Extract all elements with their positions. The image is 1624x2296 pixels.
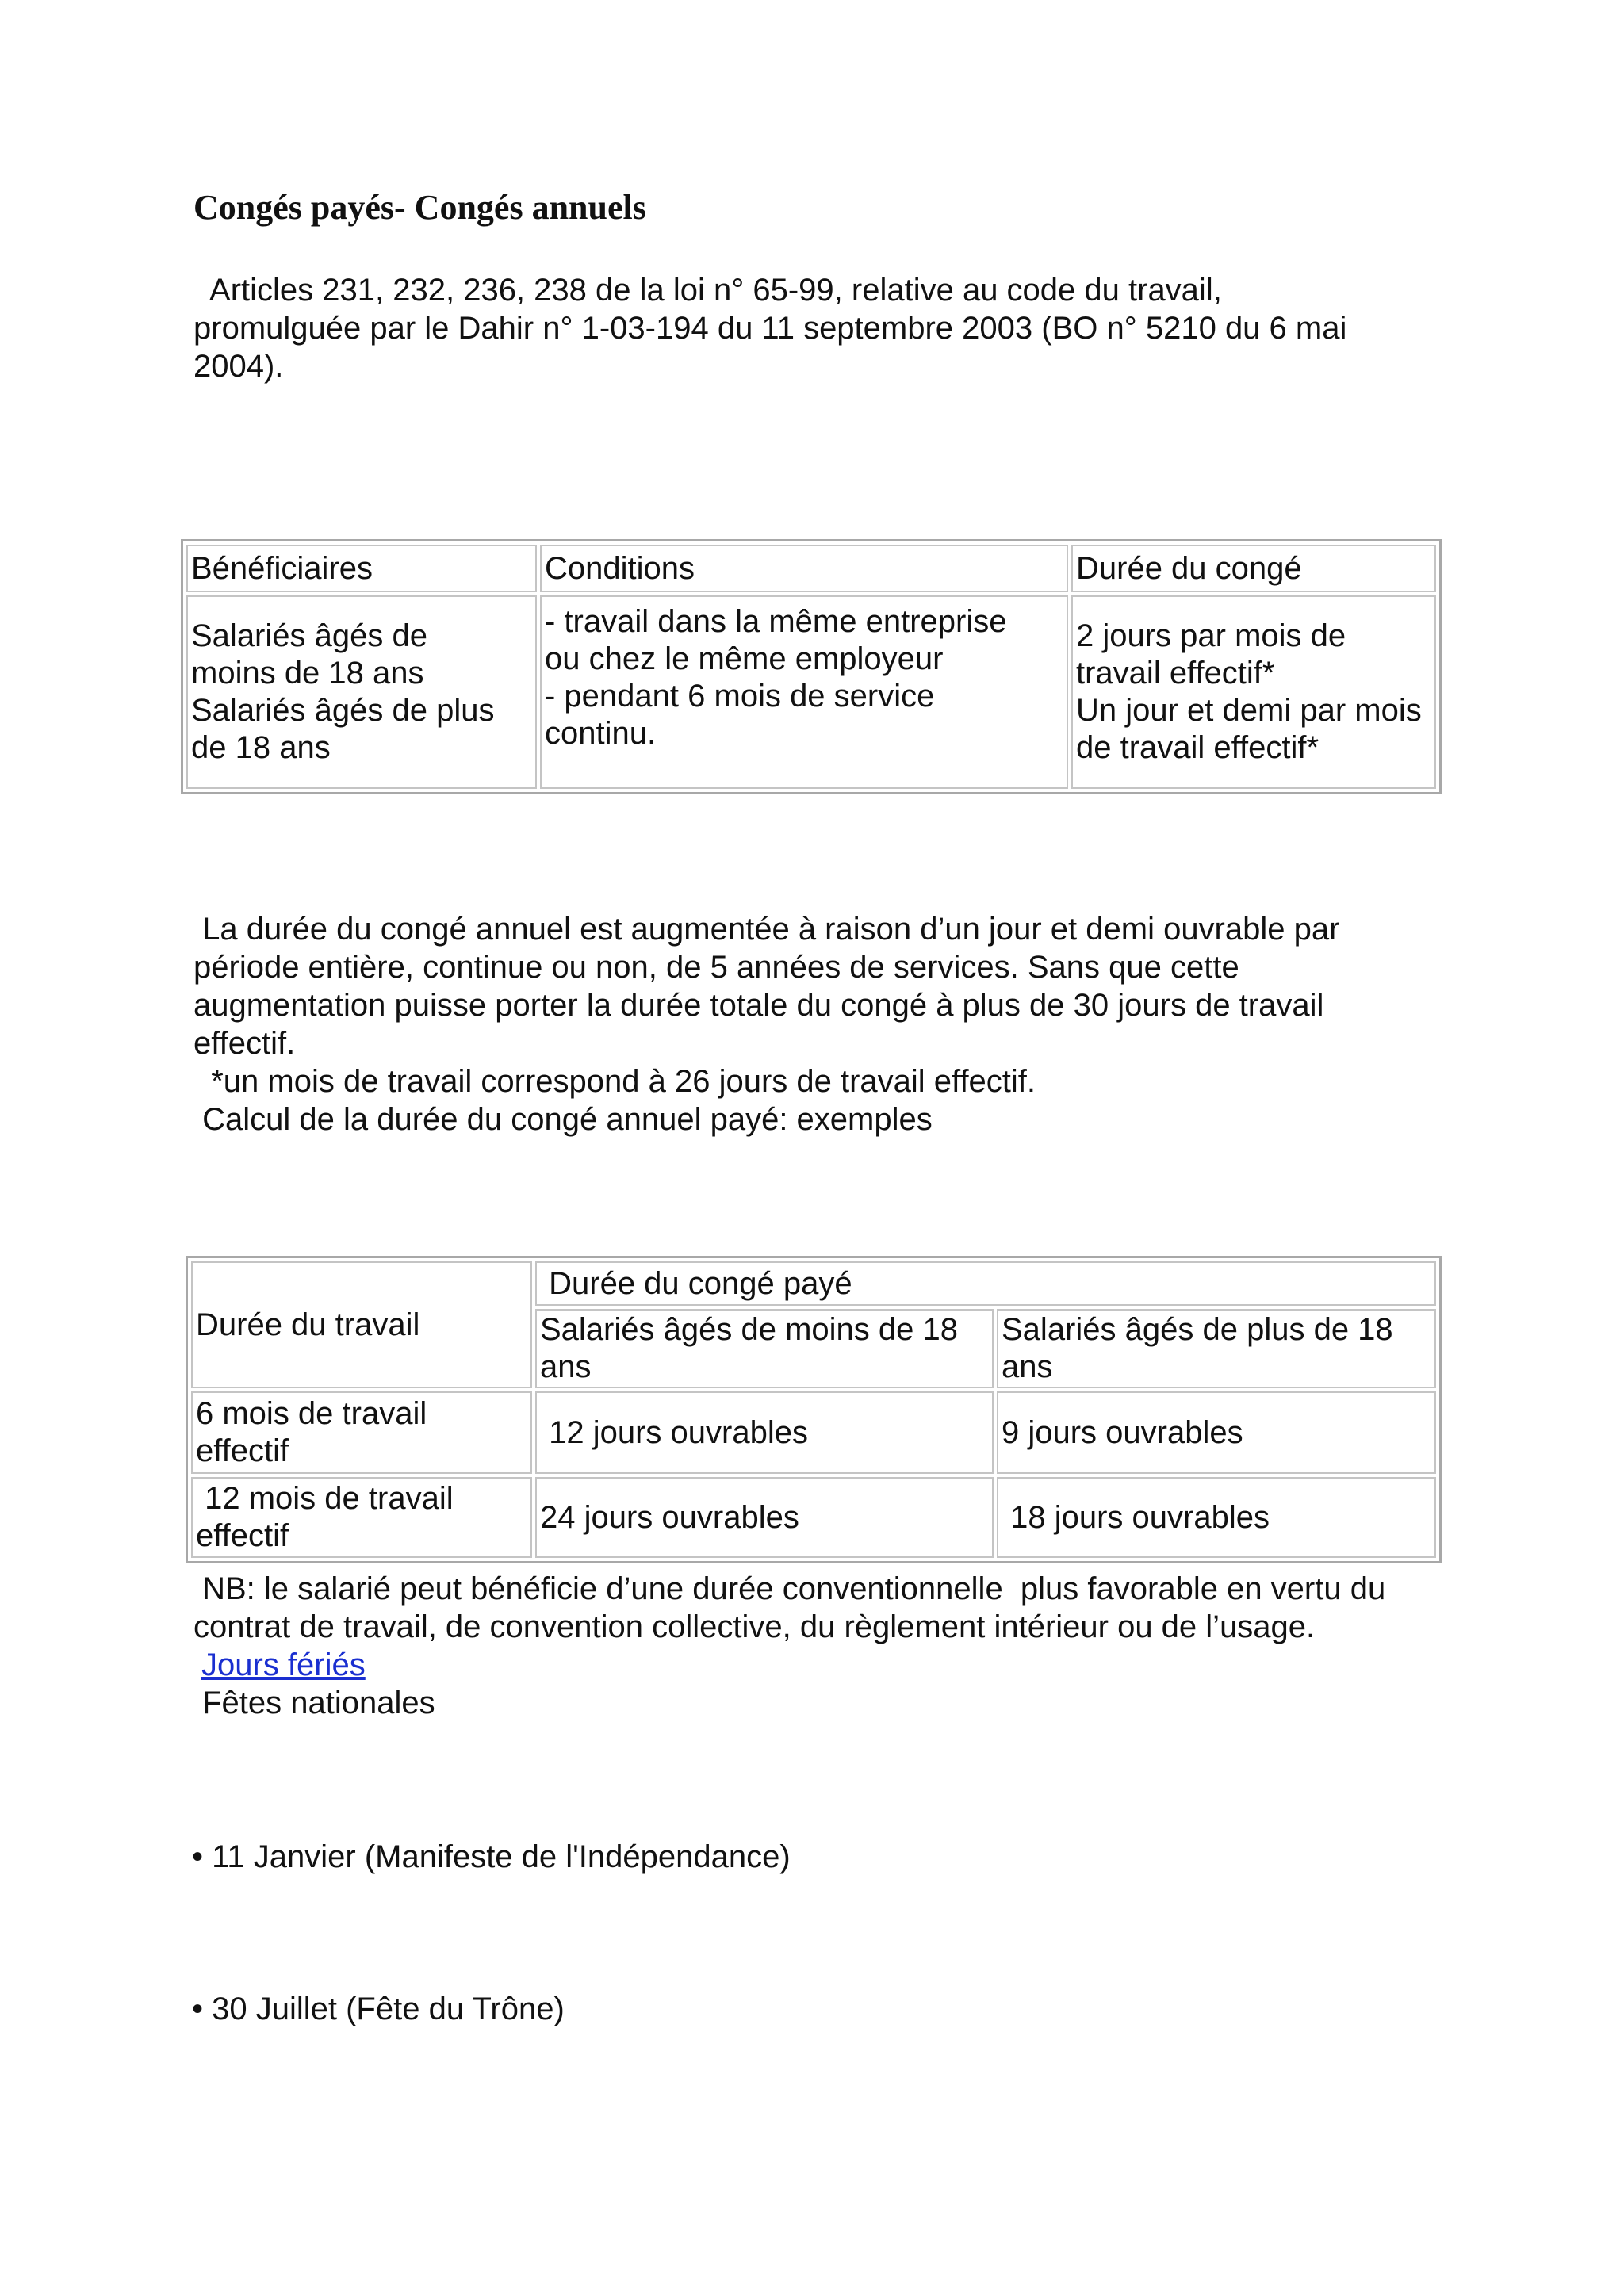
cell-duree: [1071, 595, 1436, 789]
nb-line: contrat de travail, de convention collective, du règlement intérieur ou de l’usage.: [193, 1609, 1316, 1644]
cell-line: de travail effectif*: [1076, 730, 1320, 765]
subheader-under-18: Salariés âgés de moins de 18 ans: [535, 1309, 994, 1388]
paragraph-line: augmentation puisse porter la durée totale du congé à plus de 30 jours de travail: [193, 988, 1324, 1023]
link-line: [193, 1646, 1446, 1684]
cell-line: ou chez le même employeur: [545, 641, 944, 676]
jours-feries-link[interactable]: Jours fériés: [201, 1647, 366, 1682]
table-header-row: [191, 1261, 1436, 1306]
nb-line: NB: le salarié peut bénéficie d’une durée conventionnelle plus favorable en vertu du: [193, 1571, 1386, 1606]
table-header-row: [186, 545, 1436, 592]
cell-over-18: 18 jours ouvrables: [997, 1477, 1436, 1558]
table-row: [191, 1391, 1436, 1474]
cell-line: - pendant 6 mois de service: [545, 679, 935, 714]
paragraph-line: La durée du congé annuel est augmentée à raison d’un jour et demi ouvrable par: [193, 912, 1340, 947]
nb-paragraph: [193, 1570, 1446, 1722]
header-conditions: Conditions: [540, 545, 1068, 592]
intro-paragraph: [193, 271, 1446, 385]
intro-line: Articles 231, 232, 236, 238 de la loi n° 65-99, relative au code du travail,: [193, 273, 1222, 308]
cell-duration: 12 mois de travail effectif: [191, 1477, 532, 1558]
cell-over-18: 9 jours ouvrables: [997, 1391, 1436, 1474]
cell-under-18: 24 jours ouvrables: [535, 1477, 994, 1558]
cell-under-18: 12 jours ouvrables: [535, 1391, 994, 1474]
header-duree: Durée du congé: [1071, 545, 1436, 592]
cell-beneficiaires: [186, 595, 537, 789]
cell-line: moins de 18 ans: [191, 656, 424, 691]
cell-line: Salariés âgés de: [191, 618, 427, 653]
cell-line: Un jour et demi par mois: [1076, 693, 1422, 728]
header-beneficiaires: Bénéficiaires: [186, 545, 537, 592]
cell-line: 2 jours par mois de: [1076, 618, 1346, 653]
cell-line: de 18 ans: [191, 730, 331, 765]
paragraph-line: effectif.: [193, 1026, 296, 1061]
intro-line: 2004).: [193, 349, 284, 384]
cell-line: continu.: [545, 716, 657, 751]
list-item: • 11 Janvier (Manifeste de l'Indépendance): [192, 1839, 791, 1874]
footnote-line: *un mois de travail correspond à 26 jours de travail effectif.: [193, 1064, 1036, 1099]
beneficiaries-table: [181, 539, 1442, 794]
list-item: • 30 Juillet (Fête du Trône): [192, 1992, 565, 2026]
fetes-nationales-label: Fêtes nationales: [193, 1686, 435, 1720]
cell-conditions: [540, 595, 1068, 789]
subheader-over-18: Salariés âgés de plus de 18 ans: [997, 1309, 1436, 1388]
intro-line: promulguée par le Dahir n° 1-03-194 du 11 septembre 2003 (BO n° 5210 du 6 mai: [193, 311, 1347, 346]
document-title: Congés payés- Congés annuels: [193, 188, 646, 227]
examples-table: [186, 1256, 1442, 1563]
paragraph-line: période entière, continue ou non, de 5 années de services. Sans que cette: [193, 950, 1239, 985]
cell-line: Salariés âgés de plus: [191, 693, 495, 728]
header-duree-travail: Durée du travail: [191, 1261, 532, 1388]
table-row: [191, 1477, 1436, 1558]
duration-paragraph: [193, 910, 1446, 1138]
examples-heading: Calcul de la durée du congé annuel payé: exemples: [193, 1102, 933, 1137]
header-duree-conge: Durée du congé payé: [535, 1261, 1436, 1306]
cell-line: travail effectif*: [1076, 656, 1275, 691]
cell-line: - travail dans la même entreprise: [545, 604, 1007, 639]
table-row: [186, 595, 1436, 789]
cell-duration: 6 mois de travail effectif: [191, 1391, 532, 1474]
